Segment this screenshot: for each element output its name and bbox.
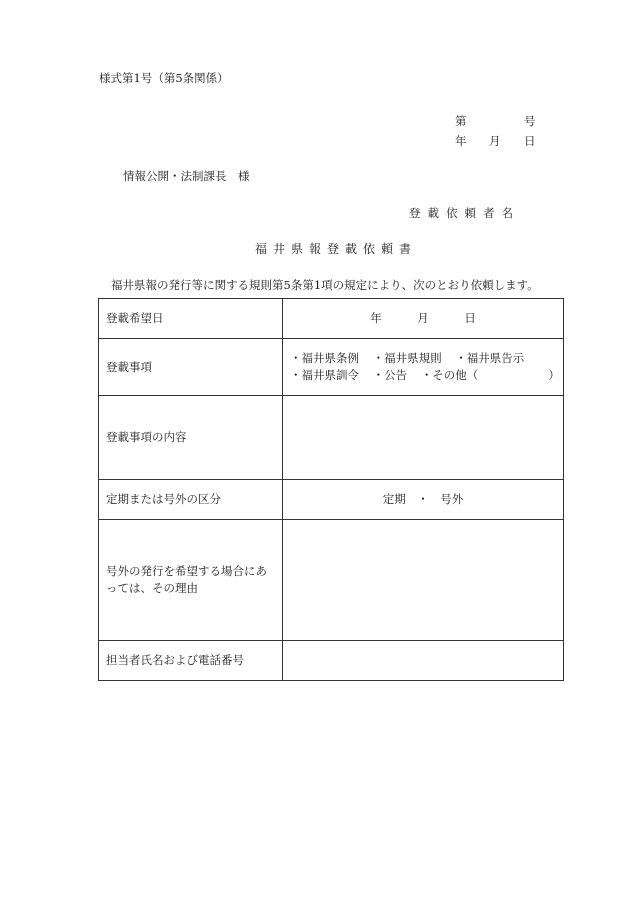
document-number-prefix: 第 (455, 114, 467, 128)
row-label: 登載事項 (99, 339, 283, 396)
desired-date-day: 日 (464, 311, 476, 326)
date-year-label: 年 (455, 134, 467, 148)
table-row (99, 641, 564, 681)
requester-name-label: 登載依頼者名 (409, 206, 520, 220)
extra-issue-reason-field[interactable] (283, 520, 564, 641)
desired-date-month: 月 (417, 311, 429, 326)
document-number-suffix: 号 (524, 114, 536, 128)
option-prefectural-directive[interactable]: ・福井県訓令 (290, 368, 359, 382)
desired-date-year: 年 (370, 311, 382, 326)
publication-type-options (283, 339, 564, 396)
option-public-notice[interactable]: ・公告 (372, 368, 408, 382)
content-field[interactable] (283, 396, 564, 480)
date-day-label: 日 (524, 134, 536, 148)
desired-date-field[interactable] (283, 299, 564, 339)
option-other-close: ） (548, 368, 560, 382)
option-other[interactable]: ・その他（ (420, 368, 479, 382)
row-label: 担当者氏名および電話番号 (99, 641, 283, 681)
row-label: 登載希望日 (99, 299, 283, 339)
option-prefectural-notice[interactable]: ・福井県告示 (455, 351, 525, 366)
table-row (99, 339, 564, 396)
table-row (99, 480, 564, 520)
row-label: 登載事項の内容 (99, 396, 283, 480)
addressee: 情報公開・法制課長 様 (123, 169, 250, 183)
issue-type-field[interactable]: 定期 ・ 号外 (283, 480, 564, 520)
intro-text: 福井県報の発行等に関する規則第5条第1項の規定により、次のとおり依頼します。 (111, 278, 539, 292)
table-row (99, 520, 564, 641)
table-row (99, 299, 564, 339)
request-table (98, 298, 564, 681)
option-prefectural-ordinance[interactable]: ・福井県条例 (290, 351, 359, 366)
option-prefectural-rule[interactable]: ・福井県規則 (372, 351, 442, 366)
form-label: 様式第1号（第5条関係） (99, 71, 229, 85)
row-label: 定期または号外の区分 (99, 480, 283, 520)
form-title: 福井県報登載依頼書 (255, 242, 418, 256)
date-month-label: 月 (489, 134, 501, 148)
row-label: 号外の発行を希望する場合にあっては、その理由 (99, 520, 283, 641)
table-row (99, 396, 564, 480)
contact-field[interactable] (283, 641, 564, 681)
